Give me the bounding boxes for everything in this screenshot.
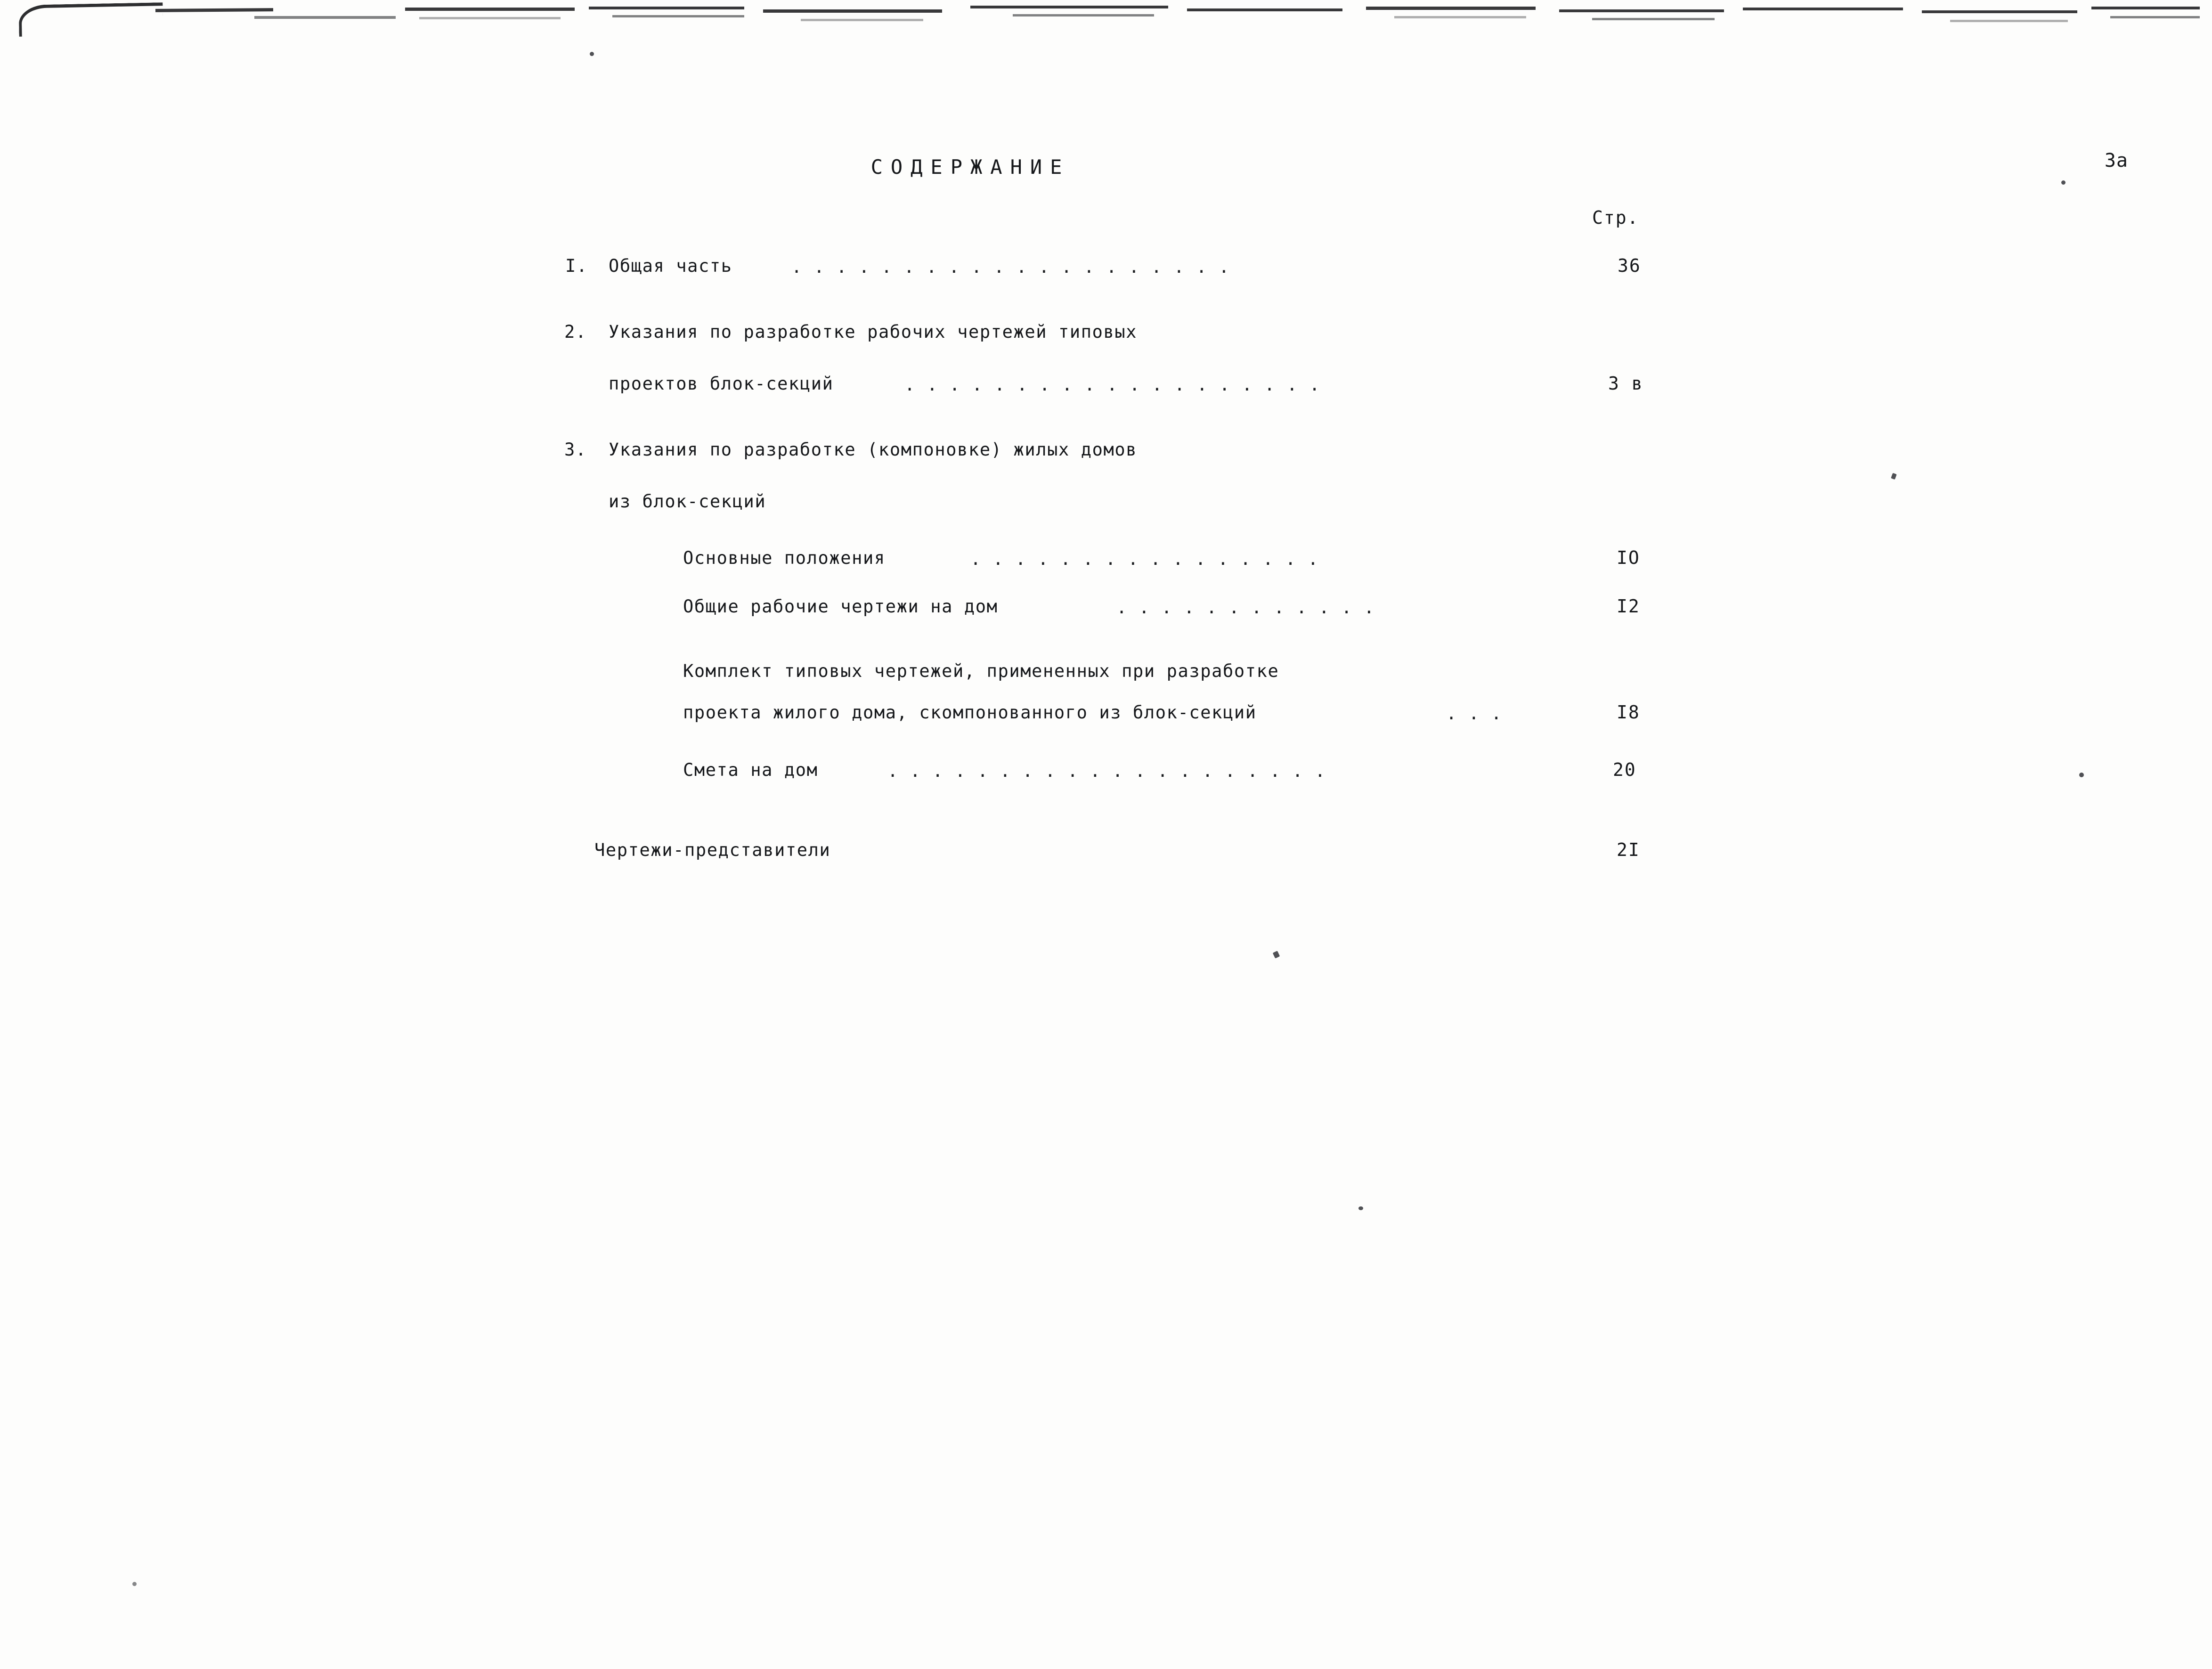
toc-entry-text: Указания по разработке рабочих чертежей типовых — [609, 322, 1138, 342]
dust-speck — [590, 52, 594, 56]
scan-streak — [1366, 7, 1536, 10]
scan-streak — [612, 15, 744, 17]
toc-page-number: 36 — [1618, 255, 1641, 276]
scan-streak — [763, 9, 942, 13]
scan-streak — [1559, 9, 1724, 12]
toc-leader: . . . . . . . . . . . . — [1116, 597, 1375, 618]
dust-speck — [2079, 773, 2084, 777]
toc-page-number: I2 — [1617, 596, 1640, 617]
scan-streak — [405, 8, 575, 11]
scan-streak — [1950, 20, 2068, 22]
toc-entry-text: Указания по разработке (компоновке) жилых домов — [609, 440, 1138, 460]
scan-streak — [155, 8, 273, 12]
scan-streak — [419, 17, 561, 19]
toc-entry-text: Общая часть — [609, 256, 732, 276]
dust-speck — [1891, 473, 1897, 480]
scan-streak — [2110, 16, 2200, 18]
toc-page-number: 2I — [1617, 839, 1640, 860]
scan-streak — [254, 16, 396, 19]
scan-streak — [1013, 14, 1154, 16]
toc-leader: . . . . . . . . . . . . . . . . . . . . — [887, 761, 1326, 781]
toc-entry-text: проектов блок-секций — [609, 374, 834, 394]
toc-entry-text: Основные положения — [683, 548, 886, 568]
toc-entry-text: Комплект типовых чертежей, примененных при разработке — [683, 661, 1279, 681]
scan-streak — [1922, 10, 2077, 13]
scan-streak — [1743, 8, 1903, 10]
page-column-header: Стр. — [1592, 207, 1639, 228]
toc-leader: . . . . . . . . . . . . . . . . . . . — [904, 375, 1321, 395]
scan-streak — [1187, 8, 1342, 11]
toc-entry-number: 3. — [564, 440, 587, 460]
scan-streak — [970, 6, 1168, 8]
dust-speck — [1358, 1206, 1363, 1210]
scan-streak — [1592, 18, 1715, 20]
toc-leader: . . . . . . . . . . . . . . . . — [970, 549, 1319, 569]
toc-entry-text: Смета на дом — [683, 760, 818, 780]
toc-entry-number: 2. — [564, 322, 587, 342]
page-corner-curl — [18, 2, 163, 37]
toc-entry-text: Чертежи-представители — [594, 840, 831, 860]
dust-speck — [132, 1582, 137, 1586]
page-title: СОДЕРЖАНИЕ — [870, 155, 1070, 179]
toc-entry-text: Общие рабочие чертежи на дом — [683, 596, 998, 617]
scan-streak — [801, 19, 923, 21]
toc-entry-text: из блок-секций — [609, 491, 766, 512]
scan-streak — [589, 7, 744, 9]
toc-page-number: IO — [1617, 547, 1640, 568]
toc-page-number: 3 в — [1608, 373, 1643, 394]
toc-leader: . . . . . . . . . . . . . . . . . . . . — [791, 257, 1230, 277]
dust-speck — [1273, 951, 1280, 958]
toc-page-number: I8 — [1617, 702, 1640, 723]
toc-entry-text: проекта жилого дома, скомпонованного из блок-секций — [683, 702, 1257, 723]
toc-leader: . . . — [1446, 703, 1503, 724]
toc-entry-number: I. — [565, 256, 588, 276]
scan-streak — [1394, 16, 1526, 18]
scan-streak — [2091, 7, 2200, 9]
toc-page-number: 20 — [1613, 759, 1636, 780]
folio-number: 3a — [2104, 150, 2128, 171]
dust-speck — [2061, 180, 2066, 185]
